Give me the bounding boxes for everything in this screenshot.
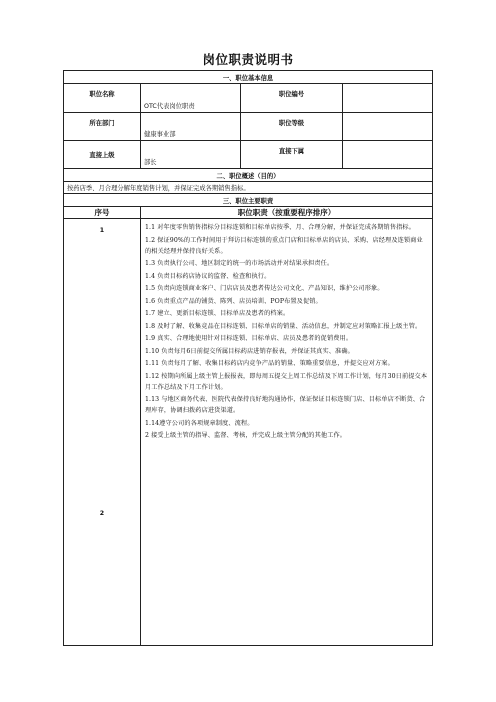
section2-title: 二、职位概述（目的） bbox=[64, 169, 433, 182]
position-code-value bbox=[343, 84, 433, 113]
department-row bbox=[64, 113, 433, 141]
duties-cell bbox=[141, 219, 433, 646]
duty-item: 1.4 负责目标药店协议的监督、检查和执行。 bbox=[145, 272, 271, 280]
position-name-label: 职位名称 bbox=[64, 84, 141, 113]
overview-text: 按药店季、月合理分解年度销售计划，并保证完成各期销售指标。 bbox=[64, 182, 433, 194]
seq-cell bbox=[64, 219, 141, 646]
duty-list bbox=[145, 222, 429, 441]
section2-header-row bbox=[64, 169, 433, 182]
department-label: 所在部门 bbox=[64, 113, 141, 141]
duty-item: 1.1 对年度零售销售指标分目标连锁和目标单店按季、月、合理分解，并保证完成各期销售指标。 bbox=[145, 224, 415, 231]
seq-header: 序号 bbox=[64, 207, 141, 219]
position-code-label: 职位编号 bbox=[241, 84, 343, 113]
duty-header: 职位职责（按重要程序排序） bbox=[141, 207, 433, 219]
subordinate-value bbox=[343, 141, 433, 169]
superior-label: 直接上级 bbox=[64, 141, 141, 169]
position-name-row bbox=[64, 84, 433, 113]
duty-item: 1.9 真实、合理地使用针对目标连锁、目标单店、店员及患者的促销费用。 bbox=[145, 335, 353, 342]
duty-item: 1.10 负责每月6日前提交所属目标药店进销存报表，并保证其真实、准确。 bbox=[145, 347, 354, 355]
job-description-form bbox=[63, 70, 433, 646]
superior-row bbox=[64, 141, 433, 169]
position-name-value: OTC代表岗位职责 bbox=[141, 84, 241, 113]
duty-item: 1.13 与地区商务代表、医院代表保持良好地沟通协作，保证保证目标连锁门店、目标单店不断货、合理库存，协调扫拨药店进货渠道。 bbox=[145, 396, 426, 414]
section3-header-row bbox=[64, 194, 433, 207]
subordinate-label: 直接下属 bbox=[241, 141, 343, 169]
department-value: 健康事业部 bbox=[141, 113, 241, 141]
section1-header-row bbox=[64, 71, 433, 84]
duty-item: 1.8 及时了解、收集竞品在目标连锁、目标单店的销量、活动信息，并制定应对策略汇报上级主管。 bbox=[145, 322, 422, 330]
page-title: 岗位职责说明书 bbox=[202, 52, 294, 67]
section1-title: 一、职位基本信息 bbox=[64, 71, 433, 84]
duty-item: 1.6 负责重点产品的铺货、陈列、店员培训、POP布置及促销。 bbox=[145, 297, 322, 305]
duty-item: 1.3 负责执行公司、地区制定的统一的市场活动并对结果承担责任。 bbox=[145, 260, 334, 267]
overview-row bbox=[64, 182, 433, 194]
seq-number: 2 bbox=[99, 510, 105, 517]
duty-item: 1.12 按期向所属上级主管上报报表，即每周五提交上周工作总结及下周工作计划，每月30日前提交本月工作总结及下月工作计划。 bbox=[145, 372, 428, 391]
duty-item: 2 接受上级主管的指导、监督、考核，并完成上级主管分配的其他工作。 bbox=[145, 432, 347, 439]
position-level-label: 职位等级 bbox=[241, 113, 343, 141]
duty-item: 1.11 负责每月了解、收集目标药店内竞争产品的销量、策略重要信息，并提交应对方案。 bbox=[145, 360, 394, 367]
duty-item: 1.7 建立、更新目标连锁、目标单店及患者的档案。 bbox=[145, 310, 290, 317]
duties-header-row bbox=[64, 207, 433, 219]
duty-item: 1.5 负责向连锁商业客户、门店店员及患者传达公司文化、产品知识，维护公司形象。 bbox=[145, 285, 384, 292]
duty-item: 1.14遵守公司的各项规章制度、流程。 bbox=[145, 419, 254, 427]
seq-number: 1 bbox=[99, 227, 105, 234]
section3-title: 三、职位主要职责 bbox=[64, 194, 433, 207]
superior-value: 部长 bbox=[141, 141, 241, 169]
position-level-value bbox=[343, 113, 433, 141]
duties-row bbox=[64, 219, 433, 646]
duty-item: 1.2 保证90%的工作时间用于拜访目标连锁的重点门店和目标单店的店员、采购、店经理及连锁商业的相关经理并保持良好关系。 bbox=[145, 236, 423, 255]
